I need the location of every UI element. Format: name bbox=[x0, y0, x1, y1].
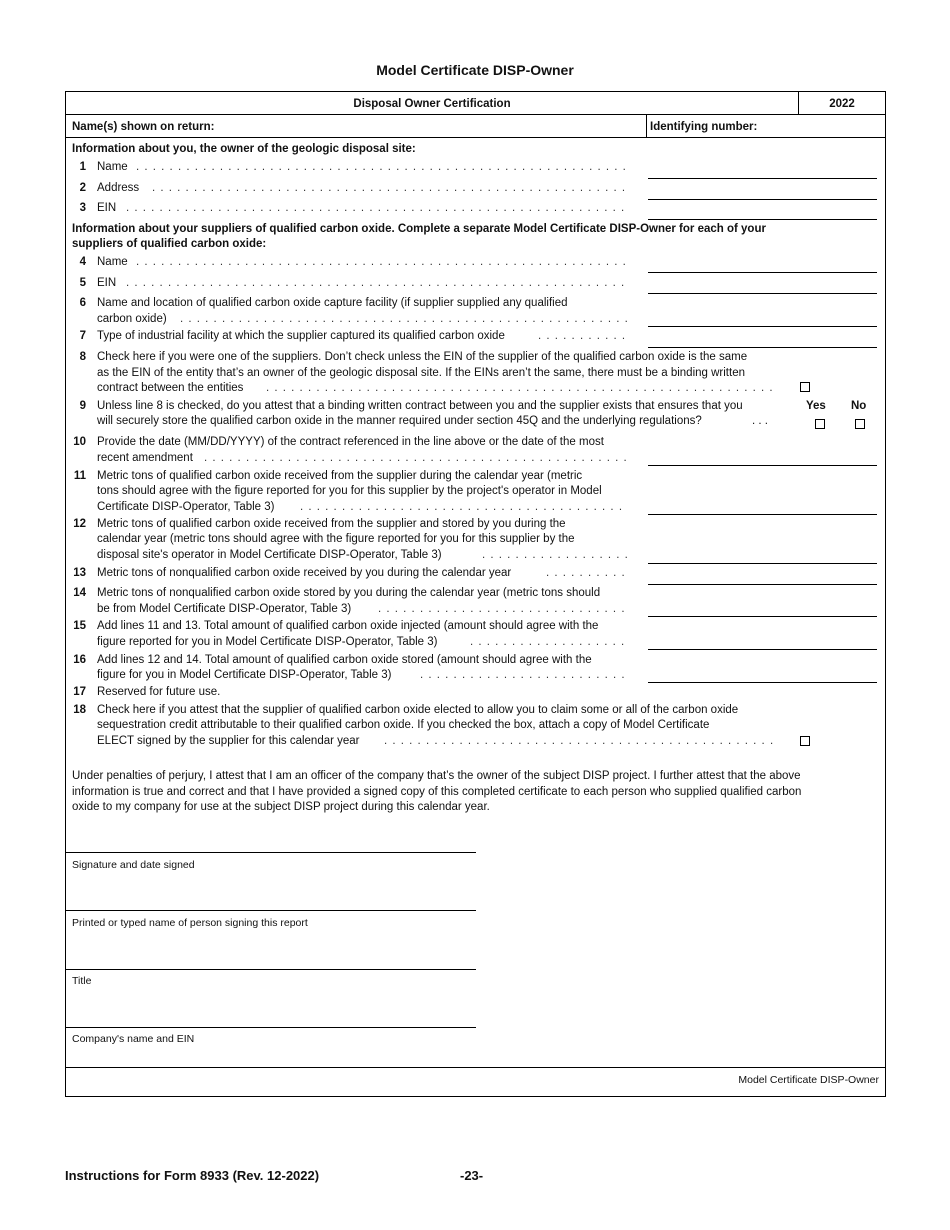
line-16-number: 16 bbox=[73, 654, 86, 666]
line-11-field[interactable] bbox=[648, 513, 877, 515]
line-11-label-3: Certificate DISP-Operator, Table 3) bbox=[97, 501, 275, 513]
line-18-label-2: sequestration credit attributable to their qualified carbon oxide. If you checked the box, attach a copy of Model Certificate bbox=[97, 719, 710, 731]
page-number: -23- bbox=[460, 1168, 484, 1183]
line-17-label: Reserved for future use. bbox=[97, 686, 221, 698]
line-13-number: 13 bbox=[73, 567, 86, 579]
owner-name-field[interactable] bbox=[648, 177, 877, 179]
printed-name-label: Printed or typed name of person signing this report bbox=[72, 917, 308, 929]
line-8-label-1: Check here if you were one of the suppliers. Don’t check unless the EIN of the supplier of the qualified carbon oxide is the same bbox=[97, 351, 748, 363]
line-13-field[interactable] bbox=[648, 583, 877, 585]
line-18-number: 18 bbox=[73, 704, 86, 716]
owner-address-field[interactable] bbox=[648, 198, 877, 200]
line-9-no-checkbox[interactable] bbox=[855, 419, 865, 429]
line-12-number: 12 bbox=[73, 518, 86, 530]
line-12-label-1: Metric tons of qualified carbon oxide received from the supplier and stored by you during the bbox=[97, 518, 566, 530]
line-6-label-2: carbon oxide) bbox=[97, 313, 167, 325]
line-15-label-1: Add lines 11 and 13. Total amount of qualified carbon oxide injected (amount should agree with the bbox=[97, 620, 599, 632]
line-6-label-1: Name and location of qualified carbon oxide capture facility (if supplier supplied any qualified bbox=[97, 297, 568, 309]
line-9-trailing-dots: . . . bbox=[752, 415, 768, 427]
line-14-label-1: Metric tons of nonqualified carbon oxide stored by you during the calendar year (metric tons should bbox=[97, 587, 601, 599]
section1-heading: Information about you, the owner of the geologic disposal site: bbox=[72, 143, 416, 155]
line-14-number: 14 bbox=[73, 587, 86, 599]
contract-date-field[interactable] bbox=[648, 464, 877, 466]
line-14-label-2: be from Model Certificate DISP-Operator, Table 3) bbox=[97, 603, 352, 615]
yes-label: Yes bbox=[806, 400, 826, 412]
line-13-label: Metric tons of nonqualified carbon oxide received by you during the calendar year bbox=[97, 567, 512, 579]
perjury-line-3: oxide to my company for use at the subject DISP project during this calendar year. bbox=[72, 801, 490, 813]
owner-ein-field[interactable] bbox=[648, 218, 877, 220]
line-8-number: 8 bbox=[79, 351, 86, 363]
line-4-label: Name bbox=[97, 256, 128, 268]
line-8-label-3: contract between the entities bbox=[97, 382, 244, 394]
line-12-label-2: calendar year (metric tons should agree with the figure reported for you for this supplier by the bbox=[97, 533, 575, 545]
line-12-label-3: disposal site's operator in Model Certificate DISP-Operator, Table 3) bbox=[97, 549, 442, 561]
line-1-label: Name bbox=[97, 161, 128, 173]
capture-facility-field[interactable] bbox=[648, 325, 877, 327]
line-9-number: 9 bbox=[79, 400, 86, 412]
signature-field[interactable] bbox=[66, 873, 476, 909]
line-16-label-1: Add lines 12 and 14. Total amount of qualified carbon oxide stored (amount should agree with the bbox=[97, 654, 592, 666]
line-5-number: 5 bbox=[79, 277, 86, 289]
identifying-number-label: Identifying number: bbox=[650, 121, 758, 133]
supplier-name-field[interactable] bbox=[648, 271, 877, 273]
page-footer-form: Instructions for Form 8933 (Rev. 12-2022) bbox=[65, 1168, 320, 1183]
no-label: No bbox=[851, 400, 867, 412]
line-4-number: 4 bbox=[79, 256, 86, 268]
footer-box-label: Model Certificate DISP-Owner bbox=[738, 1074, 879, 1086]
line-15-field[interactable] bbox=[648, 648, 877, 650]
line-2-label: Address bbox=[97, 182, 140, 194]
title-field[interactable] bbox=[66, 989, 476, 1026]
line-18-checkbox[interactable] bbox=[800, 736, 810, 746]
line-16-field[interactable] bbox=[648, 681, 877, 683]
line-18-label-3: ELECT signed by the supplier for this calendar year bbox=[97, 735, 360, 747]
form-year: 2022 bbox=[829, 98, 855, 110]
title-label: Title bbox=[72, 975, 92, 987]
form-heading: Disposal Owner Certification bbox=[353, 98, 511, 110]
names-label: Name(s) shown on return: bbox=[72, 121, 215, 133]
page-title: Model Certificate DISP-Owner bbox=[376, 62, 574, 78]
printed-name-field[interactable] bbox=[66, 931, 476, 968]
industrial-facility-type-field[interactable] bbox=[648, 346, 877, 348]
line-12-field[interactable] bbox=[648, 562, 877, 564]
line-2-number: 2 bbox=[79, 182, 86, 194]
line-7-number: 7 bbox=[79, 330, 86, 342]
section2-heading-line2: suppliers of qualified carbon oxide: bbox=[72, 238, 267, 250]
line-1-number: 1 bbox=[79, 161, 86, 173]
line-9-label-2: will securely store the qualified carbon oxide in the manner required under section 45Q and the underlying regulations? bbox=[97, 415, 702, 427]
line-8-label-2: as the EIN of the entity that’s an owner of the geologic disposal site. If the EINs aren’t the same, there must be a binding written bbox=[97, 367, 745, 379]
line-3-number: 3 bbox=[79, 202, 86, 214]
line-3-label: EIN bbox=[97, 202, 117, 214]
line-15-number: 15 bbox=[73, 620, 86, 632]
line-5-label: EIN bbox=[97, 277, 117, 289]
line-11-number: 11 bbox=[73, 470, 86, 482]
line-15-label-2: figure reported for you in Model Certificate DISP-Operator, Table 3) bbox=[97, 636, 438, 648]
line-10-number: 10 bbox=[73, 436, 86, 448]
company-label: Company's name and EIN bbox=[72, 1033, 195, 1045]
company-field[interactable] bbox=[66, 1047, 476, 1065]
line-10-label-2: recent amendment bbox=[97, 452, 193, 464]
line-8-checkbox[interactable] bbox=[800, 382, 810, 392]
perjury-line-2: information is true and correct and that I have provided a signed copy of this completed certificate to each person who supplied qualified carbon bbox=[72, 786, 802, 798]
line-16-label-2: figure for you in Model Certificate DISP-Operator, Table 3) bbox=[97, 669, 392, 681]
line-9-label-1: Unless line 8 is checked, do you attest that a binding written contract between you and the supplier exists that ensures that you bbox=[97, 400, 743, 412]
line-11-label-2: tons should agree with the figure reported for you for this supplier by the project's operator in Model bbox=[97, 485, 602, 497]
line-18-label-1: Check here if you attest that the supplier of qualified carbon oxide elected to allow you to claim some or all of the carbon oxide bbox=[97, 704, 739, 716]
supplier-ein-field[interactable] bbox=[648, 292, 877, 294]
signature-label: Signature and date signed bbox=[72, 859, 195, 871]
section2-heading-line1: Information about your suppliers of qualified carbon oxide. Complete a separate Model Certificate DISP-Owner for each of your bbox=[72, 223, 766, 235]
line-14-field[interactable] bbox=[648, 615, 877, 617]
line-6-number: 6 bbox=[79, 297, 86, 309]
line-10-label-1: Provide the date (MM/DD/YYYY) of the contract referenced in the line above or the date of the most bbox=[97, 436, 604, 448]
line-7-label: Type of industrial facility at which the supplier captured its qualified carbon oxide bbox=[97, 330, 505, 342]
line-17-number: 17 bbox=[73, 686, 86, 698]
line-9-yes-checkbox[interactable] bbox=[815, 419, 825, 429]
line-11-label-1: Metric tons of qualified carbon oxide received from the supplier during the calendar year (metric bbox=[97, 470, 583, 482]
perjury-line-1: Under penalties of perjury, I attest that I am an officer of the company that’s the owner of the subject DISP project. I further attest that the above bbox=[72, 770, 801, 782]
